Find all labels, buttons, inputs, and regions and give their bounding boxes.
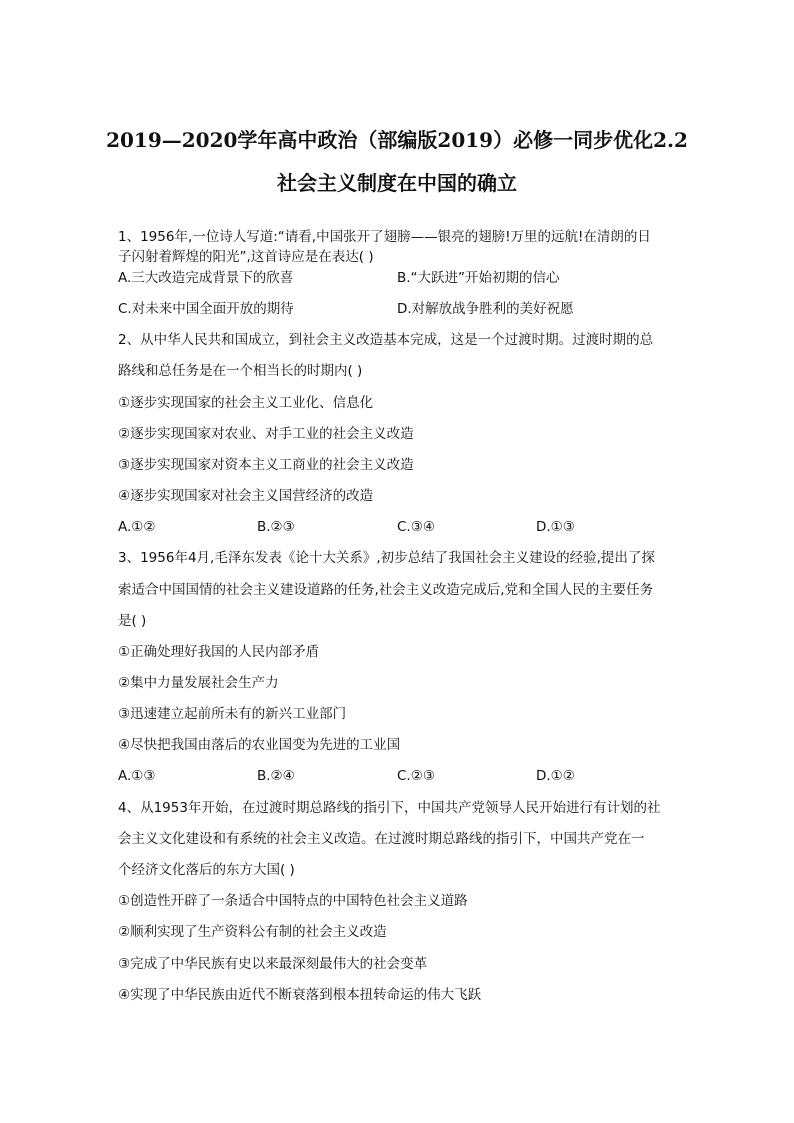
q1-option-b: B.“大跃进”开始初期的信心	[397, 270, 560, 286]
q2-item-4: ④逐步实现国家对社会主义国营经济的改造	[118, 488, 374, 504]
q4-item-4: ④实现了中华民族由近代不断衰落到根本扭转命运的伟大飞跃	[118, 987, 482, 1003]
q1-option-d: D.对解放战争胜利的美好祝愿	[397, 301, 574, 317]
q4-item-2: ②顺利实现了生产资料公有制的社会主义改造	[118, 924, 387, 940]
q3-option-d: D.①②	[536, 768, 575, 784]
q3-stem-line1: 3、1956年4月,毛泽东发表《论十大关系》,初步总结了我国社会主义建设的经验,提出了探	[118, 550, 655, 566]
q1-stem-line1: 1、1956年,一位诗人写道:“请看,中国张开了翅膀——银亮的翅膀!万里的远航!在清朗的日	[118, 229, 651, 245]
q1-option-c: C.对未来中国全面开放的期待	[118, 301, 294, 317]
document-title-line2: 社会主义制度在中国的确立	[277, 171, 517, 195]
q4-stem-line2: 会主义文化建设和有系统的社会主义改造。在过渡时期总路线的指引下，中国共产党在一	[118, 831, 645, 847]
q3-stem-line3: 是( )	[118, 613, 147, 629]
q3-item-4: ④尽快把我国由落后的农业国变为先进的工业国	[118, 737, 401, 753]
q2-option-d: D.①③	[536, 519, 575, 535]
q2-stem-line1: 2、从中华人民共和国成立，到社会主义改造基本完成，这是一个过渡时期。过渡时期的总	[118, 332, 654, 348]
q1-stem-line2: 子闪射着辉煌的阳光”,这首诗应是在表达( )	[118, 249, 374, 265]
q2-item-1: ①逐步实现国家的社会主义工业化、信息化	[118, 395, 374, 411]
q2-option-a: A.①②	[118, 519, 156, 535]
q4-item-1: ①创造性开辟了一条适合中国特点的中国特色社会主义道路	[118, 893, 468, 909]
q2-option-b: B.②③	[257, 519, 295, 535]
q3-item-3: ③迅速建立起前所未有的新兴工业部门	[118, 706, 347, 722]
q4-stem-line1: 4、从1953年开始，在过渡时期总路线的指引下，中国共产党领导人民开始进行有计划的社	[118, 800, 661, 816]
q3-item-1: ①正确处理好我国的人民内部矛盾	[118, 644, 320, 660]
document-title-line1: 2019—2020学年高中政治（部编版2019）必修一同步优化2.2	[106, 128, 688, 152]
q3-option-c: C.②③	[397, 768, 435, 784]
q2-stem-line2: 路线和总任务是在一个相当长的时期内( )	[118, 363, 363, 379]
q2-item-2: ②逐步实现国家对农业、对手工业的社会主义改造	[118, 426, 414, 442]
q1-option-a: A.三大改造完成背景下的欣喜	[118, 270, 294, 286]
q3-stem-line2: 索适合中国国情的社会主义建设道路的任务,社会主义改造完成后,党和全国人民的主要任务	[118, 582, 654, 598]
q4-stem-line3: 个经济文化落后的东方大国( )	[118, 862, 295, 878]
q3-item-2: ②集中力量发展社会生产力	[118, 675, 279, 691]
q3-option-a: A.①③	[118, 768, 156, 784]
q4-item-3: ③完成了中华民族有史以来最深刻最伟大的社会变革	[118, 956, 428, 972]
q2-item-3: ③逐步实现国家对资本主义工商业的社会主义改造	[118, 457, 414, 473]
q3-option-b: B.②④	[257, 768, 295, 784]
q2-option-c: C.③④	[397, 519, 435, 535]
